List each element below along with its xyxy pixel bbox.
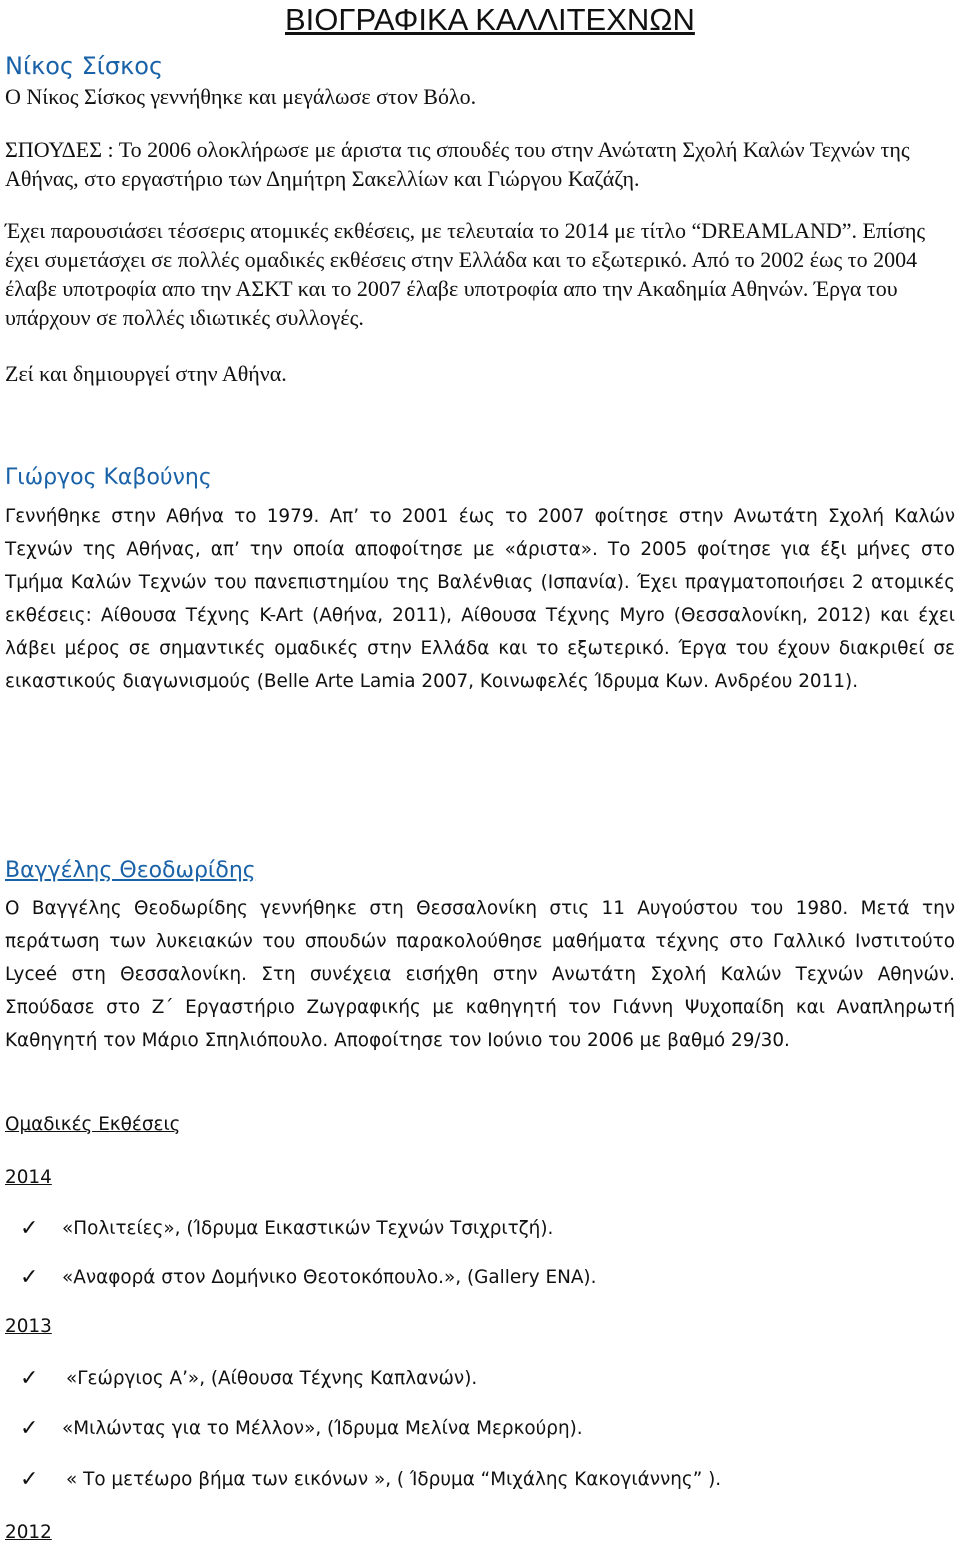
exhibition-list-item bbox=[0, 1412, 960, 1445]
exhibition-item-text: « Το μετέωρο βήμα των εικόνων », ( Ίδρυμα “Μιχάλης Κακογιάννης” ). bbox=[66, 1469, 722, 1490]
group-exhibitions-heading: Ομαδικές Εκθέσεις bbox=[5, 1114, 181, 1135]
exhibition-list-item bbox=[0, 1463, 960, 1496]
artist-name-theodoridis: Βαγγέλης Θεοδωρίδης bbox=[5, 858, 256, 883]
exhibition-item-text: «Γεώργιος Α’», (Αίθουσα Τέχνης Καπλανών). bbox=[66, 1368, 478, 1389]
siskos-studies-paragraph: ΣΠΟΥΔΕΣ : Το 2006 ολοκλήρωσε με άριστα τις σπουδές του στην Ανώτατη Σχολή Καλών Τεχνών της Αθήνας, στο εργαστήριο των Δημήτρη Σακελλίων και Γιώργου Καζάζη. bbox=[5, 137, 910, 191]
siskos-residence-paragraph: Ζεί και δημιουργεί στην Αθήνα. bbox=[5, 361, 287, 386]
siskos-exhibitions-paragraph: Έχει παρουσιάσει τέσσερις ατομικές εκθέσεις, με τελευταία το 2014 με τίτλο “DREAMLAND”. Επίσης έχει συμετάσχει σε πολλές ομαδικές εκθέσεις στην Ελλάδα και το εξωτερικό. Από το 2002 έως το 2004 έλαβε υποτροφία απο την ΑΣΚΤ και το 2007 έλαβε υποτροφία απο την Ακαδημία Αθηνών. Έργα του υπάρχουν σε πολλές ιδιωτικές συλλογές. bbox=[5, 218, 926, 330]
exhibition-list-item bbox=[0, 1362, 960, 1395]
kavounis-bio-paragraph: Γεννήθηκε στην Αθήνα το 1979. Απ’ το 2001 έως το 2007 φοίτησε στην Ανωτάτη Σχολή Καλών Τεχνών της Αθήνας, απ’ την οποία αποφοίτησε με «άριστα». Το 2005 φοίτησε για έξι μήνες στο Τμήμα Καλών Τεχνών του πανεπιστημίου της Βαλένθιας (Ισπανία). Έχει πραγματοποιήσει 2 ατομικές εκθέσεις: Αίθουσα Τέχνης K-Art (Αθήνα, 2011), Αίθουσα Τέχνης Myro (Θεσσαλονίκη, 2012) και έχει λάβει μέρος σε σημαντικές ομαδικές στην Ελλάδα και το εξωτερικό. Έργα του έχουν διακριθεί σε εικαστικούς διαγωνισμούς (Belle Arte Lamia 2007, Κοινωφελές Ίδρυμα Κων. Ανδρέου 2011). bbox=[5, 506, 955, 692]
document-title: ΒΙΟΓΡΑΦΙΚΑ ΚΑΛΛΙΤΕΧΝΩΝ bbox=[285, 2, 695, 37]
exhibition-year-2014: 2014 bbox=[5, 1167, 52, 1188]
theodoridis-bio-paragraph: Ο Βαγγέλης Θεοδωρίδης γεννήθηκε στη Θεσσαλονίκη στις 11 Αυγούστου του 1980. Μετά την περάτωση των λυκειακών του σπουδών παρακολούθησε μαθήματα τέχνης στο Γαλλικό Ινστιτούτο Lyceé στη Θεσσαλονίκη. Στη συνέχεια εισήχθη στην Ανωτάτη Σχολή Καλών Τεχνών Αθηνών. Σπούδασε στο Ζ΄ Εργαστήριο Ζωγραφικής με καθηγητή τον Γιάννη Ψυχοπαίδη και Αναπληρωτή Καθηγητή τον Μάριο Σπηλιόπουλο. Αποφοίτησε τον Ιούνιο του 2006 με βαθμό 29/30. bbox=[5, 898, 955, 1051]
exhibition-item-text: «Μιλώντας για το Μέλλον», (Ίδρυμα Μελίνα Μερκούρη). bbox=[62, 1418, 583, 1439]
exhibition-item-text: «Πολιτείες», (Ίδρυμα Εικαστικών Τεχνών Τσιχριτζή). bbox=[62, 1218, 554, 1239]
exhibition-year-2012: 2012 bbox=[5, 1522, 52, 1543]
exhibition-item-text: «Αναφορά στον Δομήνικο Θεοτοκόπουλο.», (Gallery ENA). bbox=[62, 1267, 597, 1288]
artist-name-kavounis: Γιώργος Καβούνης bbox=[5, 465, 212, 490]
exhibition-list-item bbox=[0, 1261, 960, 1294]
exhibition-list-item bbox=[0, 1212, 960, 1245]
check-mark-icon: ✓ bbox=[20, 1416, 39, 1441]
check-mark-icon: ✓ bbox=[20, 1265, 39, 1290]
siskos-birth-paragraph: Ο Νίκος Σίσκος γεννήθηκε και μεγάλωσε στον Βόλο. bbox=[5, 84, 477, 109]
check-mark-icon: ✓ bbox=[20, 1216, 39, 1241]
check-mark-icon: ✓ bbox=[20, 1467, 39, 1492]
exhibition-year-2013: 2013 bbox=[5, 1316, 52, 1337]
artist-name-siskos: Νίκος Σίσκος bbox=[5, 52, 164, 80]
check-mark-icon: ✓ bbox=[20, 1366, 39, 1391]
